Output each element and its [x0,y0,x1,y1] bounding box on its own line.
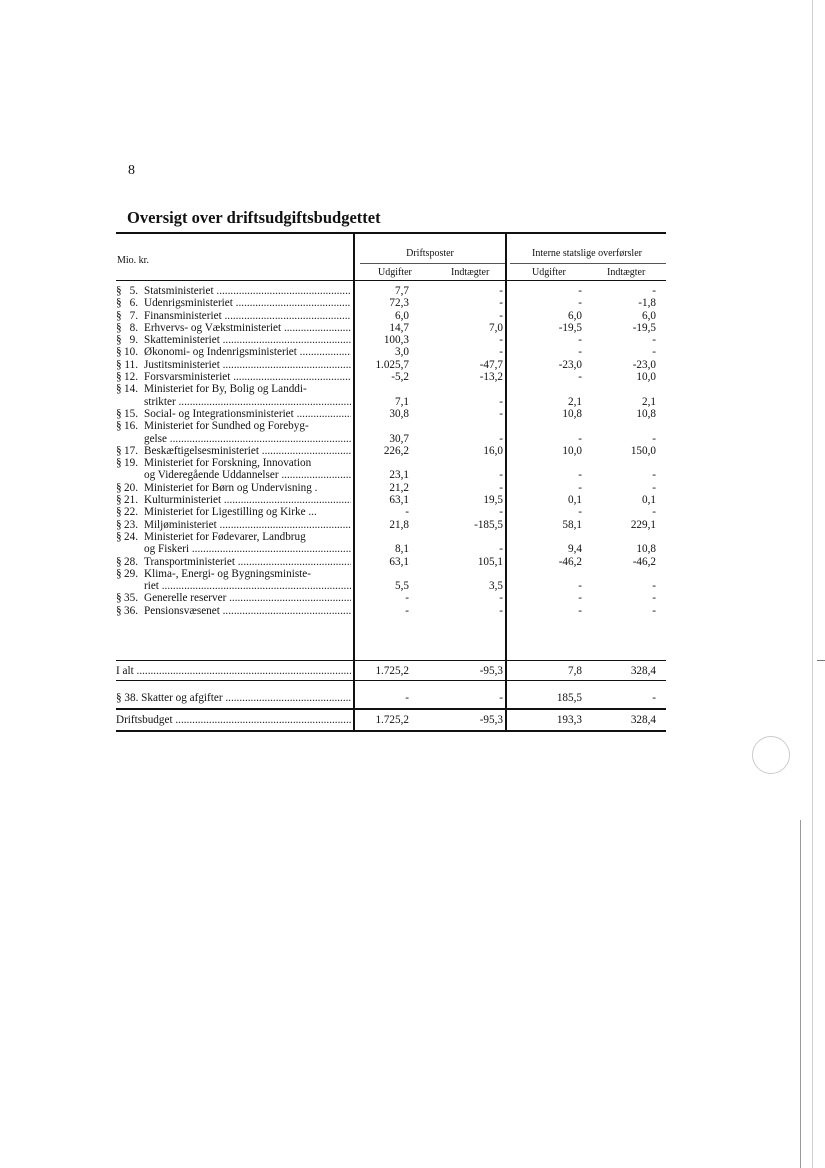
section-number: 19. [124,457,138,470]
row-label [116,346,351,358]
ministry-name: Ministeriet for By, Bolig og Landdi- [144,383,307,396]
section-number: 10. [124,346,138,359]
group1-underline [360,263,506,264]
section-number: 15. [124,407,138,420]
ministry-name: Ministeriet for Sundhed og Forebyg- [144,420,309,433]
cell-indtaegter-interne: 2,1 [642,395,656,408]
row-label [116,383,351,395]
scan-edge-line [812,0,813,1168]
leader-dots [297,346,351,358]
cell-indtaegter-drift: - [499,469,503,482]
cell-udgifter-interne: - [578,432,582,445]
row-label [116,310,351,322]
table-row [116,568,666,580]
row-label [116,297,351,309]
table-row [116,494,666,506]
cell-udgifter-drift: 7,1 [395,395,409,408]
budget-udgifter-1: 1.725,2 [375,714,409,726]
section-sign: § [116,457,122,470]
cell-indtaegter-drift: -185,5 [474,518,503,531]
table-row [116,592,666,604]
ministry-name: Ministeriet for Børn og Undervisning . [144,481,318,494]
group2-underline [510,263,666,264]
leader-dots [159,580,351,592]
leader-dots [230,371,351,383]
table-row [116,285,666,297]
cell-indtaegter-interne: - [652,592,656,605]
cell-indtaegter-interne: - [652,334,656,347]
scan-edge-tick [817,660,825,661]
cell-udgifter-drift: 30,7 [389,432,409,445]
taxes-udgifter-1: - [405,692,409,704]
total-label: I alt [116,665,134,677]
table-row [116,556,666,568]
section-number: 5. [129,285,138,297]
ministry-name: Forsvarsministeriet [144,371,231,384]
leader-dots [220,605,351,617]
table-row [116,408,666,420]
cell-indtaegter-drift: - [499,346,503,359]
total-indtaegter-1: -95,3 [479,665,503,677]
cell-udgifter-interne: 10,8 [562,407,582,420]
ministry-name: Ministeriet for Forskning, Innovation [144,457,312,470]
ministry-name: strikter [144,395,176,408]
row-label [116,605,351,617]
cell-indtaegter-drift: -47,7 [479,358,503,371]
cell-indtaegter-interne: -1,8 [638,297,656,310]
cell-indtaegter-interne: 10,0 [636,371,656,384]
header-bottom-rule [116,280,666,281]
leader-dots [294,408,351,420]
cell-indtaegter-drift: - [499,506,503,519]
section-number: 21. [124,494,138,507]
section-number: 8. [129,321,138,334]
cell-indtaegter-drift: - [499,395,503,408]
table-row [116,420,666,432]
ministry-name: Ministeriet for Fødevarer, Landbrug [144,530,306,543]
section-sign: § [116,371,122,384]
row-label [116,580,351,592]
cell-indtaegter-drift: - [499,604,503,617]
leader-dots [222,310,351,322]
cell-indtaegter-interne: -19,5 [632,321,656,334]
table-row [116,469,666,481]
cell-udgifter-interne: - [578,592,582,605]
total-udgifter-1: 1.725,2 [375,665,409,677]
budget-indtaegter-2: 328,4 [630,714,656,726]
cell-indtaegter-interne: - [652,481,656,494]
budget-label: Driftsbudget [116,714,173,726]
section-number: 9. [129,334,138,347]
table-row [116,371,666,383]
ministry-name: og Fiskeri [144,543,190,556]
cell-udgifter-drift: 63,1 [389,555,409,568]
taxes-udgifter-2: 185,5 [556,692,582,704]
section-sign: § [116,309,122,322]
col-header-udgifter-2: Udgifter [532,267,566,278]
cell-udgifter-drift: 1.025,7 [375,358,409,371]
row-label [116,334,351,346]
table-row [116,322,666,334]
table-row [116,433,666,445]
table-body [116,285,666,617]
cell-udgifter-interne: -19,5 [558,321,582,334]
cell-indtaegter-interne: 10,8 [636,543,656,556]
cell-indtaegter-interne: - [652,432,656,445]
section-sign: § [116,592,122,605]
table-row [116,580,666,592]
unit-label: Mio. kr. [117,255,149,266]
total-indtaegter-2: 328,4 [630,665,656,677]
ministry-name: Udenrigsministeriet [144,297,233,310]
ministry-name: og Videregående Uddannelser [144,469,279,482]
cell-indtaegter-drift: - [499,297,503,310]
taxes-indtaegter-1: - [499,692,503,704]
section-number: 6. [129,297,138,310]
cell-udgifter-interne: - [578,346,582,359]
ministry-name: Skatteministeriet [144,334,220,347]
cell-udgifter-drift: 5,5 [395,580,409,593]
cell-udgifter-interne: - [578,604,582,617]
row-label [116,371,351,383]
leader-dots [217,519,351,531]
table-row [116,482,666,494]
taxes-indtaegter-2: - [652,692,656,704]
leader-dots [233,297,351,309]
section-sign: § [116,444,122,457]
section-sign: § [116,518,122,531]
leader-dots [189,543,351,555]
ministry-name: Generelle reserver [144,592,227,605]
cell-udgifter-drift: 63,1 [389,494,409,507]
row-label [116,457,351,469]
cell-udgifter-interne: - [578,506,582,519]
row-label [116,556,351,568]
cell-udgifter-interne: - [578,285,582,297]
cell-indtaegter-drift: - [499,481,503,494]
ministry-name: Kulturministeriet [144,494,222,507]
cell-udgifter-drift: 23,1 [389,469,409,482]
section-sign: § [116,481,122,494]
cell-udgifter-interne: 9,4 [568,543,582,556]
section-number: 20. [124,481,138,494]
budget-row [116,714,666,727]
section-number: 16. [124,420,138,433]
section-sign: § [116,297,122,310]
cell-udgifter-interne: - [578,297,582,310]
cell-udgifter-drift: 21,8 [389,518,409,531]
cell-udgifter-interne: - [578,371,582,384]
table-row [116,359,666,371]
cell-indtaegter-drift: 7,0 [489,321,503,334]
ministry-name: Klima-, Energi- og Bygningsministe- [144,567,311,580]
section-sign: § [116,555,122,568]
cell-udgifter-drift: 21,2 [389,481,409,494]
section-number: 12. [124,371,138,384]
table-row [116,506,666,518]
section-number: 23. [124,518,138,531]
leader-dots [214,285,351,297]
cell-udgifter-drift: 226,2 [383,444,409,457]
group-header-interne-overfoersler: Interne statslige overførsler [532,248,642,259]
table-row [116,297,666,309]
section-sign: § [116,420,122,433]
ministry-name: Ministeriet for Ligestilling og Kirke ... [144,506,317,519]
budget-udgifter-2: 193,3 [556,714,582,726]
ministry-name: Beskæftigelsesministeriet [144,444,259,457]
section-number: 35. [124,592,138,605]
leader-dots [220,334,351,346]
ministry-name: Justitsministeriet [144,358,220,371]
cell-indtaegter-drift: - [499,543,503,556]
cell-indtaegter-interne: - [652,346,656,359]
taxes-label: § 38. Skatter og afgifter [116,692,223,704]
row-label [116,494,351,506]
row-label [116,543,351,555]
cell-udgifter-drift: 3,0 [395,346,409,359]
row-label [116,469,351,481]
leader-dots [259,445,351,457]
section-number: 22. [124,506,138,519]
table-row [116,605,666,617]
cell-udgifter-drift: - [405,506,409,519]
ministry-name: riet [144,580,159,593]
ministry-name: Erhvervs- og Vækstministeriet [144,321,282,334]
cell-indtaegter-drift: - [499,285,503,297]
cell-indtaegter-interne: 229,1 [630,518,656,531]
row-label [116,322,351,334]
cell-udgifter-interne: - [578,334,582,347]
section-number: 11. [124,358,138,371]
cell-indtaegter-drift: 3,5 [489,580,503,593]
cell-udgifter-drift: 8,1 [395,543,409,556]
budget-top-rule [116,708,666,710]
table-row [116,531,666,543]
col-header-udgifter-1: Udgifter [378,267,412,278]
section-sign: § [116,407,122,420]
cell-udgifter-drift: - [405,592,409,605]
cell-udgifter-drift: 100,3 [383,334,409,347]
table-row [116,383,666,395]
ministry-name: gelse [144,432,167,445]
cell-udgifter-drift: 7,7 [395,285,409,297]
leader-dots [281,322,351,334]
scan-edge-line [800,820,801,1168]
page-title: Oversigt over driftsudgiftsbudgettet [127,208,381,227]
row-label [116,396,351,408]
section-number: 17. [124,444,138,457]
cell-udgifter-interne: 6,0 [568,309,582,322]
cell-indtaegter-interne: 150,0 [630,444,656,457]
row-label [116,592,351,604]
cell-indtaegter-interne: - [652,580,656,593]
row-label [116,506,351,518]
section-sign: § [116,285,122,297]
cell-indtaegter-drift: 16,0 [483,444,503,457]
table-row [116,396,666,408]
cell-indtaegter-interne: - [652,506,656,519]
ministry-name: Transportministeriet [144,555,235,568]
section-sign: § [116,383,122,396]
section-sign: § [116,567,122,580]
section-sign: § [116,346,122,359]
cell-indtaegter-interne: - [652,604,656,617]
leader-dots [220,359,351,371]
cell-indtaegter-drift: 19,5 [483,494,503,507]
section-sign: § [116,604,122,617]
leader-dots [235,556,351,568]
group-header-driftsposter: Driftsposter [406,248,454,259]
table-row [116,310,666,322]
row-label [116,408,351,420]
ministry-name: Social- og Integrationsministeriet [144,407,294,420]
cell-udgifter-drift: 6,0 [395,309,409,322]
cell-udgifter-interne: -46,2 [558,555,582,568]
leader-dots [167,433,351,445]
leader-dots [279,469,351,481]
section-number: 36. [124,604,138,617]
cell-indtaegter-interne: -23,0 [632,358,656,371]
cell-udgifter-drift: -5,2 [391,371,409,384]
budget-indtaegter-1: -95,3 [479,714,503,726]
section-number: 29. [124,567,138,580]
section-number: 28. [124,555,138,568]
cell-indtaegter-drift: -13,2 [479,371,503,384]
punch-hole-mark [752,736,790,774]
cell-udgifter-interne: - [578,580,582,593]
section-number: 14. [124,383,138,396]
col-header-indtaegter-2: Indtægter [607,267,646,278]
table-row [116,445,666,457]
table-row [116,543,666,555]
table-row [116,334,666,346]
row-label [116,285,351,297]
total-row [116,665,666,678]
ministry-name: Økonomi- og Indenrigsministeriet [144,346,297,359]
row-label [116,433,351,445]
cell-udgifter-drift: 30,8 [389,407,409,420]
leader-dots [226,592,351,604]
section-sign: § [116,321,122,334]
cell-indtaegter-interne: -46,2 [632,555,656,568]
row-label [116,531,351,543]
cell-indtaegter-drift: - [499,592,503,605]
cell-indtaegter-drift: - [499,432,503,445]
section-sign: § [116,530,122,543]
section-number: 24. [124,530,138,543]
cell-indtaegter-interne: - [652,469,656,482]
section-sign: § [116,506,122,519]
table-row [116,346,666,358]
cell-udgifter-drift: 72,3 [389,297,409,310]
ministry-name: Finansministeriet [144,309,222,322]
cell-indtaegter-interne: - [652,285,656,297]
table-row [116,519,666,531]
table-row [116,457,666,469]
cell-indtaegter-interne: 0,1 [642,494,656,507]
row-label [116,519,351,531]
cell-udgifter-interne: -23,0 [558,358,582,371]
leader-dots [221,494,351,506]
cell-indtaegter-drift: - [499,334,503,347]
cell-indtaegter-drift: - [499,309,503,322]
total-udgifter-2: 7,8 [568,665,582,677]
page-number: 8 [128,163,135,178]
row-label [116,420,351,432]
ministry-name: Statsministeriet [144,285,214,297]
cell-indtaegter-drift: 105,1 [477,555,503,568]
total-top-rule [116,660,666,661]
total-bottom-rule [116,680,666,681]
section-sign: § [116,358,122,371]
cell-udgifter-interne: 10,0 [562,444,582,457]
row-label [116,482,351,494]
cell-indtaegter-drift: - [499,407,503,420]
cell-udgifter-interne: 58,1 [562,518,582,531]
row-label [116,445,351,457]
cell-udgifter-interne: - [578,481,582,494]
ministry-name: Miljøministeriet [144,518,217,531]
section-number: 7. [129,309,138,322]
section-sign: § [116,494,122,507]
cell-udgifter-interne: 0,1 [568,494,582,507]
row-label [116,568,351,580]
row-label [116,359,351,371]
cell-udgifter-interne: - [578,469,582,482]
col-header-indtaegter-1: Indtægter [451,267,490,278]
cell-udgifter-drift: 14,7 [389,321,409,334]
table-bottom-rule [116,730,666,732]
taxes-row [116,692,666,705]
leader-dots [176,396,351,408]
cell-udgifter-interne: 2,1 [568,395,582,408]
cell-indtaegter-interne: 6,0 [642,309,656,322]
table-top-rule [116,232,666,234]
cell-indtaegter-interne: 10,8 [636,407,656,420]
section-sign: § [116,334,122,347]
cell-udgifter-drift: - [405,604,409,617]
ministry-name: Pensionsvæsenet [144,604,220,617]
